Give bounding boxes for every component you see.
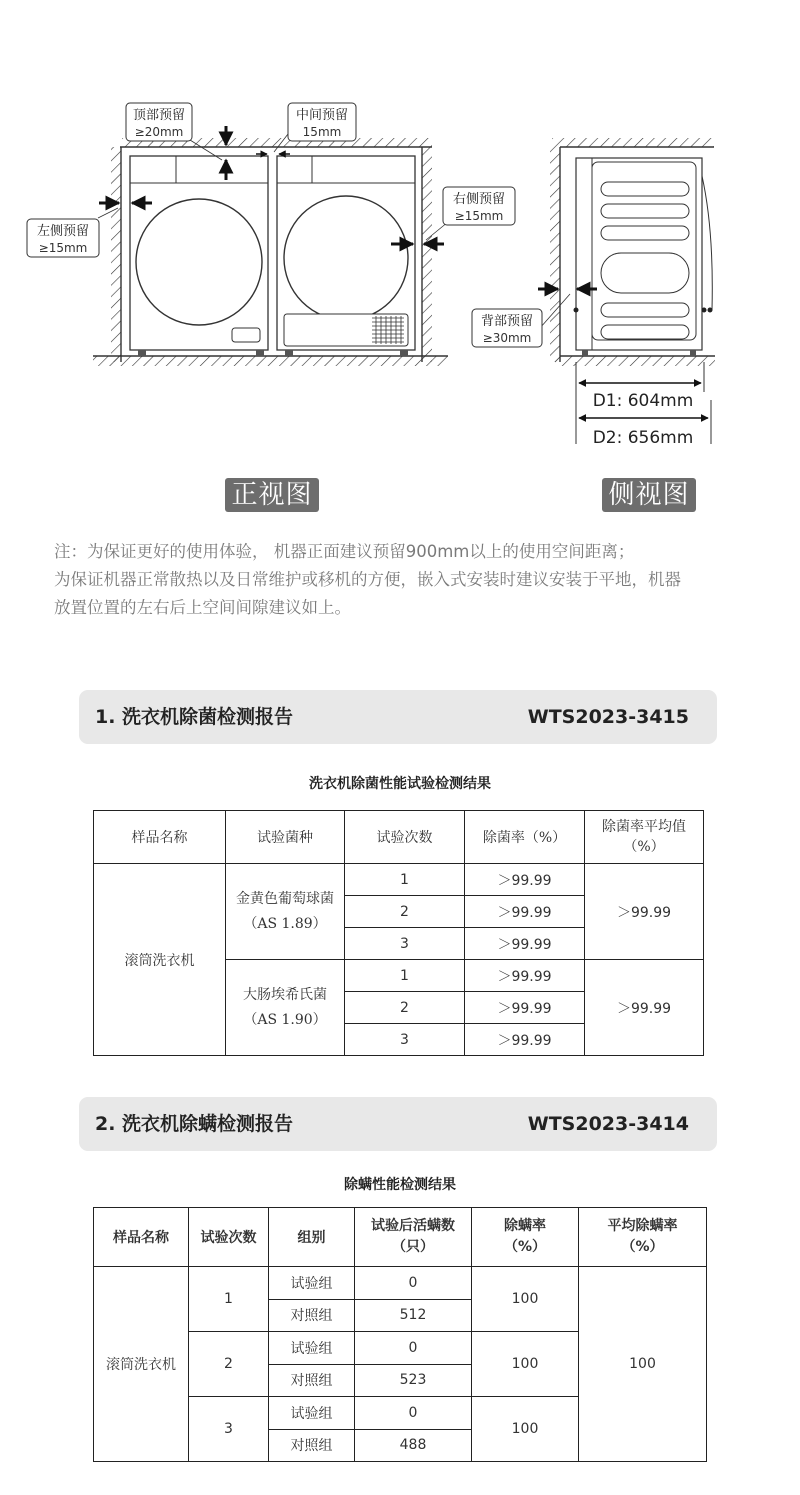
report1-table-title: 洗衣机除菌性能试验检测结果 — [309, 776, 491, 792]
run-number: 1 — [345, 960, 465, 992]
installation-note — [54, 538, 764, 622]
right-gap-value: ≥15mm — [454, 209, 504, 223]
header-mite-removal-rate — [472, 1208, 579, 1267]
strain-name: 大肠埃希氏菌 — [243, 986, 327, 1003]
report1-code: WTS2023-3415 — [527, 706, 689, 728]
header-mite-removal-rate-line2: （%） — [503, 1239, 547, 1255]
run-number: 2 — [189, 1332, 269, 1397]
header-mite-removal-rate-line1: 除螨率 — [504, 1218, 546, 1234]
report2-title: 2. 洗衣机除螨检测报告 — [95, 1113, 294, 1135]
dimension-d2: D2: 656mm — [592, 428, 694, 448]
average-rate-cell: ＞99.99 — [585, 960, 704, 1056]
run-number: 2 — [345, 992, 465, 1024]
test-group-value: 0 — [355, 1332, 472, 1365]
header-group: 组别 — [269, 1208, 355, 1267]
control-group-value: 512 — [355, 1299, 472, 1332]
strain-cell — [226, 864, 345, 960]
front-view — [27, 103, 515, 366]
installation-diagram — [0, 0, 800, 470]
run-rate: ＞99.99 — [465, 1024, 585, 1056]
control-group-value: 488 — [355, 1429, 472, 1462]
note-line-3: 放置位置的左右后上空间间隙建议如上。 — [54, 598, 351, 617]
run-number: 3 — [189, 1397, 269, 1462]
test-group-label: 试验组 — [269, 1397, 355, 1430]
top-gap-title: 顶部预留 — [132, 108, 186, 123]
top-gap-callout — [126, 103, 192, 141]
header-average-rate-line1: 除菌率平均值 — [602, 819, 686, 835]
left-gap-title: 左侧预留 — [36, 224, 90, 239]
report2-table — [93, 1207, 707, 1462]
header-sample-name: 样品名称 — [94, 811, 226, 864]
run-rate: ＞99.99 — [465, 960, 585, 992]
mite-removal-rate: 100 — [472, 1267, 579, 1332]
report1-title: 1. 洗衣机除菌检测报告 — [95, 706, 294, 728]
run-number: 2 — [345, 896, 465, 928]
header-removal-rate: 除菌率（%） — [465, 811, 585, 864]
control-group-label: 对照组 — [269, 1299, 355, 1332]
back-gap-callout — [472, 309, 542, 347]
middle-gap-value: 15mm — [302, 125, 342, 139]
header-average-rate-line2: （%） — [623, 839, 665, 855]
test-group-label: 试验组 — [269, 1267, 355, 1300]
sample-name-cell: 滚筒洗衣机 — [94, 864, 226, 1056]
header-average-rate — [585, 811, 704, 864]
front-view-label: 正视图 — [225, 478, 319, 512]
report1-header — [79, 690, 717, 744]
test-group-label: 试验组 — [269, 1332, 355, 1365]
test-group-value: 0 — [355, 1397, 472, 1430]
average-removal-rate: 100 — [579, 1267, 707, 1462]
back-gap-value: ≥30mm — [482, 331, 532, 345]
left-gap-callout — [27, 219, 99, 257]
middle-gap-title: 中间预留 — [295, 108, 349, 123]
back-gap-title: 背部预留 — [480, 314, 534, 329]
mite-removal-rate: 100 — [472, 1332, 579, 1397]
run-rate: ＞99.99 — [465, 992, 585, 1024]
right-gap-title: 右侧预留 — [452, 192, 506, 207]
top-gap-value: ≥20mm — [134, 125, 184, 139]
control-group-label: 对照组 — [269, 1364, 355, 1397]
run-rate: ＞99.99 — [465, 896, 585, 928]
left-gap-value: ≥15mm — [38, 241, 88, 255]
note-line-2: 为保证机器正常散热以及日常维护或移机的方便，嵌入式安装时建议安装于平地，机器 — [54, 570, 681, 589]
header-sample-name: 样品名称 — [94, 1208, 189, 1267]
strain-code: （AS 1.90） — [243, 1011, 327, 1028]
header-average-removal-rate — [579, 1208, 707, 1267]
run-number: 3 — [345, 928, 465, 960]
average-rate-cell: ＞99.99 — [585, 864, 704, 960]
run-number: 3 — [345, 1024, 465, 1056]
side-view — [472, 138, 715, 448]
run-number: 1 — [345, 864, 465, 896]
report2-code: WTS2023-3414 — [527, 1113, 689, 1135]
run-rate: ＞99.99 — [465, 928, 585, 960]
mite-removal-rate: 100 — [472, 1397, 579, 1462]
report2-table-title: 除螨性能检测结果 — [344, 1177, 456, 1193]
header-live-mites-line2: （只） — [392, 1239, 434, 1255]
machine-side — [574, 158, 713, 356]
strain-code: （AS 1.89） — [243, 915, 327, 932]
control-group-value: 523 — [355, 1364, 472, 1397]
washer-front — [130, 156, 268, 356]
dryer-front — [277, 156, 415, 356]
header-run-count: 试验次数 — [345, 811, 465, 864]
control-group-label: 对照组 — [269, 1429, 355, 1462]
header-live-mites — [355, 1208, 472, 1267]
header-strain: 试验菌种 — [226, 811, 345, 864]
middle-gap-callout — [288, 103, 356, 141]
strain-name: 金黄色葡萄球菌 — [236, 890, 334, 907]
note-line-1: 注：为保证更好的使用体验， 机器正面建议预留900mm以上的使用空间距离； — [54, 542, 635, 561]
right-gap-callout — [443, 187, 515, 225]
strain-cell — [226, 960, 345, 1056]
run-number: 1 — [189, 1267, 269, 1332]
report2-header — [79, 1097, 717, 1151]
run-rate: ＞99.99 — [465, 864, 585, 896]
dimension-d1: D1: 604mm — [592, 391, 694, 411]
header-average-removal-rate-line1: 平均除螨率 — [607, 1218, 678, 1234]
header-run-count: 试验次数 — [189, 1208, 269, 1267]
test-group-value: 0 — [355, 1267, 472, 1300]
header-live-mites-line1: 试验后活螨数 — [371, 1218, 455, 1234]
sample-name-cell: 滚筒洗衣机 — [94, 1267, 189, 1462]
header-average-removal-rate-line2: （%） — [621, 1239, 664, 1255]
side-view-label: 侧视图 — [602, 478, 696, 512]
report1-table — [93, 810, 704, 1056]
